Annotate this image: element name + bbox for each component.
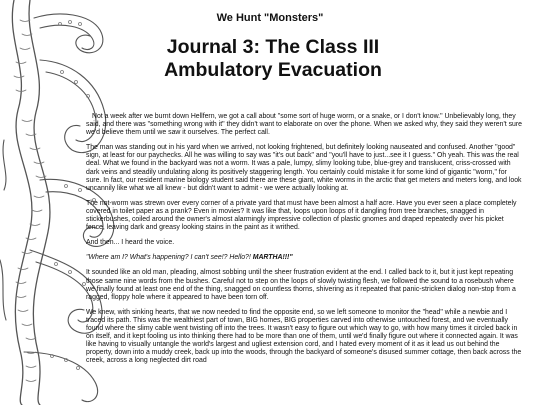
page-title: Journal 3: The Class III Ambulatory Evacuation bbox=[164, 36, 382, 81]
site-title: We Hunt "Monsters" bbox=[216, 12, 324, 24]
story-paragraph: It sounded like an old man, pleading, almost sobbing until the sheer frustration evident at the end. I called back to it, but it just kept repeating those same nine words from the bushes. Careful not to step on the loops of slowly twisting flesh, we followed the sound to a rosebush where we finally found at least one end of the thing, snagged on countless thorns, shivering as it repeated that panic-stricken dialog non-stop from a ragged, floppy hole where it appeared to have been torn off. bbox=[86, 269, 516, 301]
story-paragraph: Not a week after we burnt down Hellfern, we got a call about "some sort of huge worm, or a snake, or I don't know." Unbelievably long, they said, and there was "something wrong with it" they didn't want to elaborate on over the phone. When we asked why, they said they weren't sure we'd believe them until we saw it ourselves. The perfect call. bbox=[86, 113, 523, 137]
story-paragraph: The man was standing out in his yard when we arrived, not looking frightened, but definitely looking nauseated and confused. Another "good" sign, at least for our paychecks. All he was willing to say was "it's out back" and "you'll have to just...see it I guess." Oh yeah. This was the real deal. What we found in the backyard was not a worm. It was a pale, lumpy, slimy looking tube, blue-grey and translucent, criss-crossed with dark veins and steadily undulating along its positively staggering length. You certainly could mistake it for some kind of gigantic "worm," for sure. In fact, our resident marine biology student said there are these giant, white worms in the arctic that get meters and meters long, and look uncannily like what we all knew - but didn't want to admit - we were actually looking at. bbox=[86, 144, 522, 192]
voice-quote bbox=[86, 254, 524, 262]
story-paragraph: We knew, with sinking hearts, that we now needed to find the opposite end, so we left someone to monitor the "head" while a newbie and I traced its path. This was the wealthiest part of town, BIG homes, BIG properties carved into otherwise untouched forest, and we eventually found where the slimy cable went twisting off into the trees. It wasn't easy to figure out which way to go, with how many times it circled back in on itself, and it kept fooling us into thinking there had to be more than one of them, until we'd finally figure out where it connected again. It was like having to visually untangle the world's largest and ugliest extension cord, and I hated every moment of it as it lead us out behind the property, down into a muddy creek, back up into the woods, through the backyard of someone's disused summer cottage, then back across the creek, across a long neglected dirt road bbox=[86, 308, 522, 365]
voice-quote-text: "Where am I? What's happening? I can't see!? Hello?! bbox=[86, 254, 253, 262]
story-body bbox=[86, 113, 524, 372]
story-paragraph: The not-worm was strewn over every corner of a private yard that must have been almost a half acre. Have you ever seen a place completely covered in toilet paper as a prank? Even in movies? It was like that, loops upon loops of it dangling from tree branches, snagged in stickerbushes, coiled around the owner's almost alarmingly impressive collection of plastic gnomes and draped repeatedly over his picket fence, leaving dark and greasy looking stains in the paint as it writhed. bbox=[86, 199, 517, 232]
story-paragraph: And then... I heard the voice. bbox=[86, 239, 175, 247]
voice-quote-emphasis: MARTHA!!!" bbox=[252, 254, 293, 262]
